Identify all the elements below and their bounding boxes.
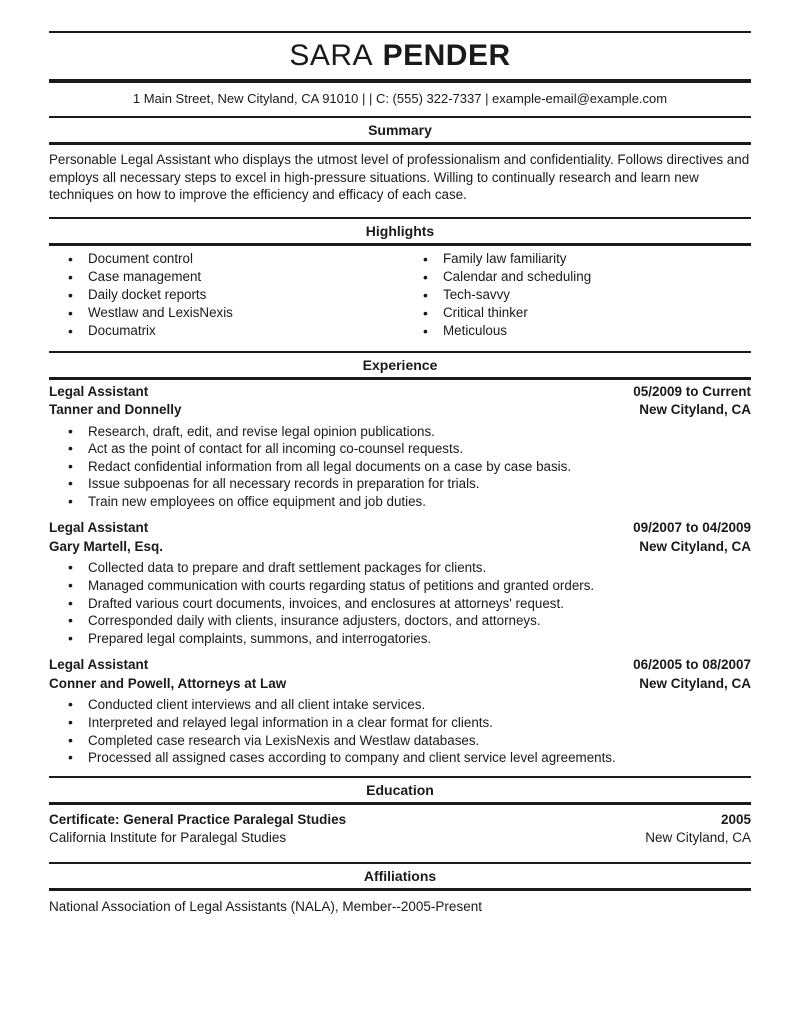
highlight-item: • Meticulous <box>423 322 751 340</box>
affiliations-text: National Association of Legal Assistants (NALA), Member--2005-Present <box>49 898 482 914</box>
job-location: New Cityland, CA <box>639 538 751 554</box>
summary-text: Personable Legal Assistant who displays the utmost level of professionalism and confidentiality. Follows directives and employs all necessary steps to excel in high-pressure situations. Willing to continually research and learn new techniques on how to improve the efficiency and efficacy of each case. <box>49 152 750 202</box>
job-bullet: • Managed communication with courts regarding status of petitions and granted orders. <box>68 577 751 595</box>
job-dates: 09/2007 to 04/2009 <box>633 520 751 536</box>
education-school: California Institute for Paralegal Studies <box>49 829 287 845</box>
job-bullet: • Research, draft, edit, and revise legal opinion publications. <box>68 423 751 441</box>
job-title: Legal Assistant <box>49 520 149 536</box>
highlight-item: • Case management <box>68 268 404 286</box>
job-title: Legal Assistant <box>49 657 149 673</box>
job-bullets <box>68 423 751 511</box>
job-dates: 05/2009 to Current <box>633 383 751 399</box>
job-company: Tanner and Donnelly <box>49 402 182 417</box>
education-degree-row <box>49 811 751 829</box>
education-location: New Cityland, CA <box>645 829 751 845</box>
section-title-experience: Experience <box>362 356 438 373</box>
section-rule-bottom <box>49 243 751 246</box>
job-company-row <box>49 675 751 694</box>
section-rule-bottom <box>49 888 751 891</box>
highlights-list <box>49 250 751 340</box>
highlights-column-left <box>68 250 404 340</box>
page-title <box>49 33 751 79</box>
job-title-row <box>49 383 751 402</box>
job-entry <box>49 383 751 511</box>
job-bullet: • Train new employees on office equipment and job duties. <box>68 493 751 511</box>
job-bullet: • Drafted various court documents, invoices, and enclosures at attorneys' request. <box>68 595 751 613</box>
highlight-item: • Daily docket reports <box>68 286 404 304</box>
job-location: New Cityland, CA <box>639 402 751 417</box>
section-title-affiliations: Affiliations <box>363 867 437 884</box>
experience-jobs <box>49 383 751 767</box>
job-bullets <box>68 559 751 647</box>
highlight-item: • Tech-savvy <box>423 286 751 304</box>
highlight-item: • Document control <box>68 250 404 268</box>
job-company-row <box>49 538 751 557</box>
education-degree: Certificate: General Practice Paralegal Studies <box>49 811 347 827</box>
job-location: New Cityland, CA <box>639 675 751 691</box>
job-bullet: • Act as the point of contact for all incoming co-counsel requests. <box>68 440 751 458</box>
job-bullet: • Conducted client interviews and all client intake services. <box>68 696 751 714</box>
section-rule-bottom <box>49 377 751 380</box>
section-header-summary <box>49 116 751 145</box>
job-company: Conner and Powell, Attorneys at Law <box>49 675 287 691</box>
job-company-row <box>49 401 751 420</box>
section-title-highlights: Highlights <box>365 222 435 239</box>
highlight-item: • Westlaw and LexisNexis <box>68 304 404 322</box>
section-title-summary: Summary <box>368 122 432 138</box>
section-title-education: Education <box>366 781 434 798</box>
section-header-education <box>49 776 751 805</box>
highlight-item: • Critical thinker <box>423 304 751 322</box>
job-company: Gary Martell, Esq. <box>49 538 164 554</box>
job-bullet: • Collected data to prepare and draft settlement packages for clients. <box>68 559 751 577</box>
job-title: Legal Assistant <box>49 383 149 399</box>
education-entry <box>49 811 751 847</box>
job-entry <box>49 519 751 647</box>
last-name: PENDER <box>382 39 511 72</box>
section-header-affiliations <box>49 862 751 891</box>
section-rule-bottom <box>49 142 751 145</box>
job-title-row <box>49 656 751 675</box>
job-entry <box>49 656 751 766</box>
job-bullets <box>68 696 751 766</box>
highlight-item: • Documatrix <box>68 322 404 340</box>
education-school-row <box>49 829 751 847</box>
job-bullet: • Interpreted and relayed legal information in a clear format for clients. <box>68 714 751 732</box>
highlights-column-right <box>423 250 751 340</box>
section-header-highlights <box>49 217 751 246</box>
job-bullet: • Completed case research via LexisNexis and Westlaw databases. <box>68 732 751 750</box>
job-dates: 06/2005 to 08/2007 <box>633 657 751 673</box>
highlight-item: • Family law familiarity <box>423 250 751 268</box>
job-bullet: • Corresponded daily with clients, insurance adjusters, doctors, and attorneys. <box>68 612 751 630</box>
job-bullet: • Prepared legal complaints, summons, and interrogatories. <box>68 630 751 648</box>
job-bullet: • Redact confidential information from all legal documents on a case by case basis. <box>68 458 751 476</box>
highlight-item: • Calendar and scheduling <box>423 268 751 286</box>
education-year: 2005 <box>720 811 751 827</box>
first-name: SARA <box>289 39 374 72</box>
job-bullet: • Issue subpoenas for all necessary records in preparation for trials. <box>68 475 751 493</box>
section-rule-bottom <box>49 802 751 805</box>
job-bullet: • Processed all assigned cases according to company and client service level agreements. <box>68 749 751 767</box>
contact-line: 1 Main Street, New Cityland, CA 91010 | | C: (555) 322-7337 | example-email@example.com <box>132 91 668 106</box>
section-header-experience <box>49 351 751 380</box>
job-title-row <box>49 519 751 538</box>
